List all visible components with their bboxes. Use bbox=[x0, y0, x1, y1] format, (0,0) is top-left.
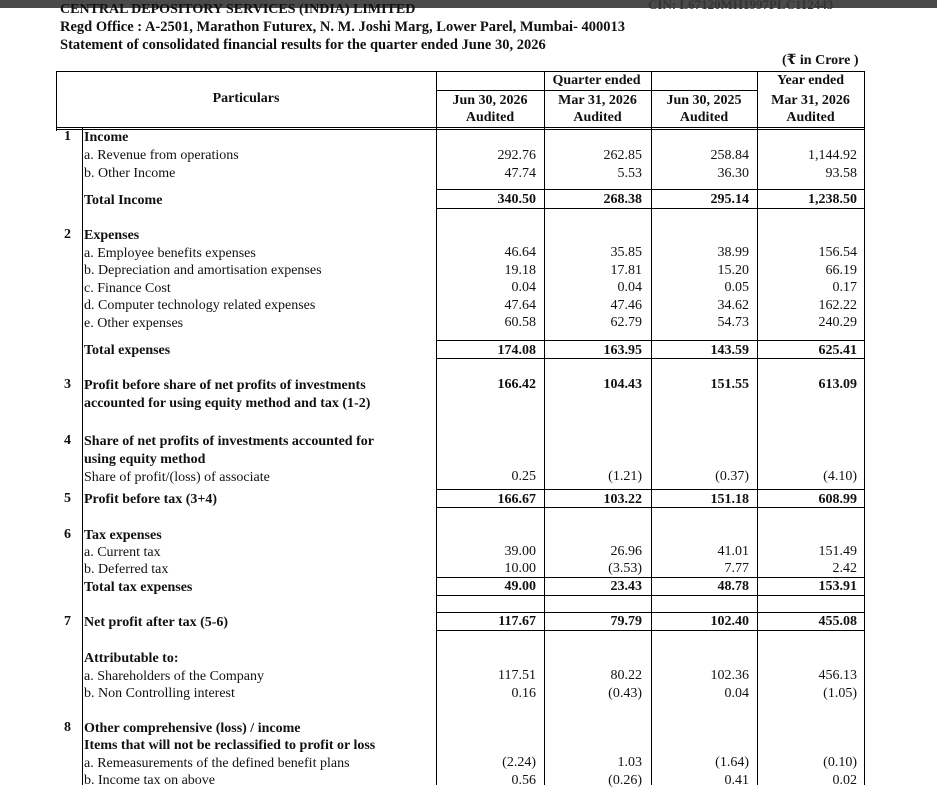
total-value: 143.59 bbox=[710, 343, 749, 358]
quarter-ended-header: Quarter ended bbox=[552, 73, 641, 88]
total-value: 151.18 bbox=[710, 492, 749, 507]
row-label: a. Current tax bbox=[84, 545, 161, 560]
value-cell: 102.36 bbox=[710, 668, 749, 683]
value-cell: (0.10) bbox=[823, 755, 857, 770]
value-cell: 54.73 bbox=[717, 315, 749, 330]
value-cell: 292.76 bbox=[497, 148, 536, 163]
total-value: 103.22 bbox=[603, 492, 642, 507]
row-label: b. Other Income bbox=[84, 166, 176, 181]
value-cell: 0.05 bbox=[724, 280, 749, 295]
section-title: Attributable to: bbox=[84, 651, 179, 666]
period-header: Mar 31, 2026 bbox=[558, 93, 637, 108]
value-cell: 47.74 bbox=[504, 166, 536, 181]
value-cell: (3.53) bbox=[608, 561, 642, 576]
financial-results-table bbox=[56, 71, 865, 791]
value-cell: 10.00 bbox=[504, 561, 536, 576]
section-number: 5 bbox=[64, 491, 71, 506]
section-number: 3 bbox=[64, 377, 71, 392]
row-label: b. Depreciation and amortisation expenses bbox=[84, 263, 322, 278]
total-value: 625.41 bbox=[818, 343, 857, 358]
value-cell: (4.10) bbox=[823, 469, 857, 484]
value-cell: 7.77 bbox=[724, 561, 749, 576]
section-title: accounted for using equity method and tax (1-2) bbox=[84, 396, 371, 411]
section-title: Expenses bbox=[84, 228, 140, 243]
value-cell: 26.96 bbox=[610, 544, 642, 559]
value-cell: (1.64) bbox=[715, 755, 749, 770]
total-value: 102.40 bbox=[710, 614, 749, 629]
section-title: Share of net profits of investments accounted for bbox=[84, 434, 374, 449]
value-cell: 166.42 bbox=[497, 377, 536, 392]
section-title: Profit before tax (3+4) bbox=[84, 492, 218, 507]
period-header: Mar 31, 2026 bbox=[771, 93, 850, 108]
row-label: a. Employee benefits expenses bbox=[84, 246, 256, 261]
value-cell: 162.22 bbox=[818, 298, 857, 313]
value-cell: (1.21) bbox=[608, 469, 642, 484]
row-label: a. Revenue from operations bbox=[84, 148, 239, 163]
total-value: 163.95 bbox=[603, 343, 642, 358]
total-label: Total tax expenses bbox=[84, 580, 193, 595]
value-cell: 35.85 bbox=[610, 245, 642, 260]
section-title: Profit before share of net profits of investments bbox=[84, 378, 366, 393]
audit-status: Audited bbox=[786, 110, 835, 125]
value-cell: (2.24) bbox=[502, 755, 536, 770]
value-cell: 456.13 bbox=[818, 668, 857, 683]
period-header: Jun 30, 2025 bbox=[666, 93, 742, 108]
company-name: CENTRAL DEPOSITORY SERVICES (INDIA) LIMITED bbox=[60, 2, 416, 17]
total-value: 48.78 bbox=[717, 579, 749, 594]
value-cell: 0.25 bbox=[511, 469, 536, 484]
value-cell: 60.58 bbox=[504, 315, 536, 330]
value-cell: 17.81 bbox=[610, 263, 642, 278]
statement-title: Statement of consolidated financial results for the quarter ended June 30, 2026 bbox=[60, 37, 546, 53]
total-value: 117.67 bbox=[498, 614, 536, 629]
section-title: using equity method bbox=[84, 452, 206, 467]
row-label: d. Computer technology related expenses bbox=[84, 298, 316, 313]
value-cell: (0.43) bbox=[608, 686, 642, 701]
value-cell: 46.64 bbox=[504, 245, 536, 260]
section-number: 6 bbox=[64, 527, 71, 542]
currency-unit: (₹ in Crore ) bbox=[782, 53, 859, 68]
value-cell: 36.30 bbox=[717, 166, 749, 181]
section-number: 8 bbox=[64, 720, 71, 735]
section-subtitle: Items that will not be reclassified to profit or loss bbox=[84, 738, 376, 753]
total-value: 174.08 bbox=[497, 343, 536, 358]
value-cell: (1.05) bbox=[823, 686, 857, 701]
value-cell: (0.26) bbox=[608, 773, 642, 788]
year-ended-header: Year ended bbox=[776, 73, 845, 88]
value-cell: 0.41 bbox=[724, 773, 749, 788]
section-title: Tax expenses bbox=[84, 528, 162, 543]
row-label: b. Deferred tax bbox=[84, 562, 169, 577]
value-cell: 0.04 bbox=[617, 280, 642, 295]
value-cell: 262.85 bbox=[603, 148, 642, 163]
value-cell: 2.42 bbox=[832, 561, 857, 576]
row-label: Share of profit/(loss) of associate bbox=[84, 470, 270, 485]
section-title: Income bbox=[84, 130, 129, 145]
value-cell: 258.84 bbox=[710, 148, 749, 163]
total-value: 268.38 bbox=[603, 192, 642, 207]
value-cell: 151.55 bbox=[710, 377, 749, 392]
total-value: 455.08 bbox=[818, 614, 857, 629]
value-cell: 0.04 bbox=[511, 280, 536, 295]
value-cell: 613.09 bbox=[818, 377, 857, 392]
audit-status: Audited bbox=[465, 110, 515, 125]
total-value: 340.50 bbox=[497, 192, 536, 207]
section-number: 4 bbox=[64, 433, 71, 448]
row-label: a. Remeasurements of the defined benefit plans bbox=[84, 756, 350, 771]
total-value: 608.99 bbox=[818, 492, 857, 507]
value-cell: 104.43 bbox=[603, 377, 642, 392]
period-header: Jun 30, 2026 bbox=[452, 93, 528, 108]
total-label: Total Income bbox=[84, 193, 163, 208]
value-cell: 117.51 bbox=[498, 668, 536, 683]
audit-status: Audited bbox=[679, 110, 729, 125]
value-cell: (0.37) bbox=[715, 469, 749, 484]
section-number: 7 bbox=[64, 614, 71, 629]
section-number: 1 bbox=[64, 129, 71, 144]
total-value: 1,238.50 bbox=[808, 192, 857, 207]
value-cell: 47.46 bbox=[610, 298, 642, 313]
total-value: 49.00 bbox=[504, 579, 536, 594]
row-label: a. Shareholders of the Company bbox=[84, 669, 265, 684]
value-cell: 0.17 bbox=[832, 280, 857, 295]
value-cell: 5.53 bbox=[617, 166, 642, 181]
value-cell: 66.19 bbox=[825, 263, 857, 278]
row-label: b. Income tax on above bbox=[84, 773, 216, 788]
value-cell: 0.02 bbox=[832, 773, 857, 788]
section-title: Net profit after tax (5-6) bbox=[84, 615, 229, 630]
total-value: 23.43 bbox=[610, 579, 642, 594]
section-title: Other comprehensive (loss) / income bbox=[84, 721, 301, 736]
value-cell: 80.22 bbox=[610, 668, 642, 683]
value-cell: 15.20 bbox=[717, 263, 749, 278]
particulars-header: Particulars bbox=[212, 91, 280, 106]
cin-number: CIN: L67120MH1997PLC112443 bbox=[648, 0, 834, 12]
row-label: c. Finance Cost bbox=[84, 281, 171, 296]
value-cell: 0.56 bbox=[511, 773, 536, 788]
value-cell: 38.99 bbox=[717, 245, 749, 260]
value-cell: 156.54 bbox=[818, 245, 857, 260]
section-number: 2 bbox=[64, 227, 71, 242]
registered-office: Regd Office : A-2501, Marathon Futurex, N. M. Joshi Marg, Lower Parel, Mumbai- 400013 bbox=[60, 19, 626, 35]
value-cell: 62.79 bbox=[610, 315, 642, 330]
value-cell: 39.00 bbox=[504, 544, 536, 559]
value-cell: 0.04 bbox=[724, 686, 749, 701]
total-value: 79.79 bbox=[610, 614, 642, 629]
total-value: 295.14 bbox=[710, 192, 749, 207]
value-cell: 151.49 bbox=[818, 544, 857, 559]
value-cell: 19.18 bbox=[504, 263, 536, 278]
total-value: 166.67 bbox=[497, 492, 536, 507]
row-label: b. Non Controlling interest bbox=[84, 686, 235, 701]
value-cell: 0.16 bbox=[511, 686, 536, 701]
value-cell: 41.01 bbox=[717, 544, 749, 559]
value-cell: 1.03 bbox=[617, 755, 642, 770]
total-label: Total expenses bbox=[84, 343, 171, 358]
audit-status: Audited bbox=[573, 110, 622, 125]
value-cell: 1,144.92 bbox=[808, 148, 857, 163]
value-cell: 34.62 bbox=[717, 298, 749, 313]
row-label: e. Other expenses bbox=[84, 316, 184, 331]
value-cell: 93.58 bbox=[825, 166, 857, 181]
total-value: 153.91 bbox=[818, 579, 857, 594]
value-cell: 47.64 bbox=[504, 298, 536, 313]
value-cell: 240.29 bbox=[818, 315, 857, 330]
